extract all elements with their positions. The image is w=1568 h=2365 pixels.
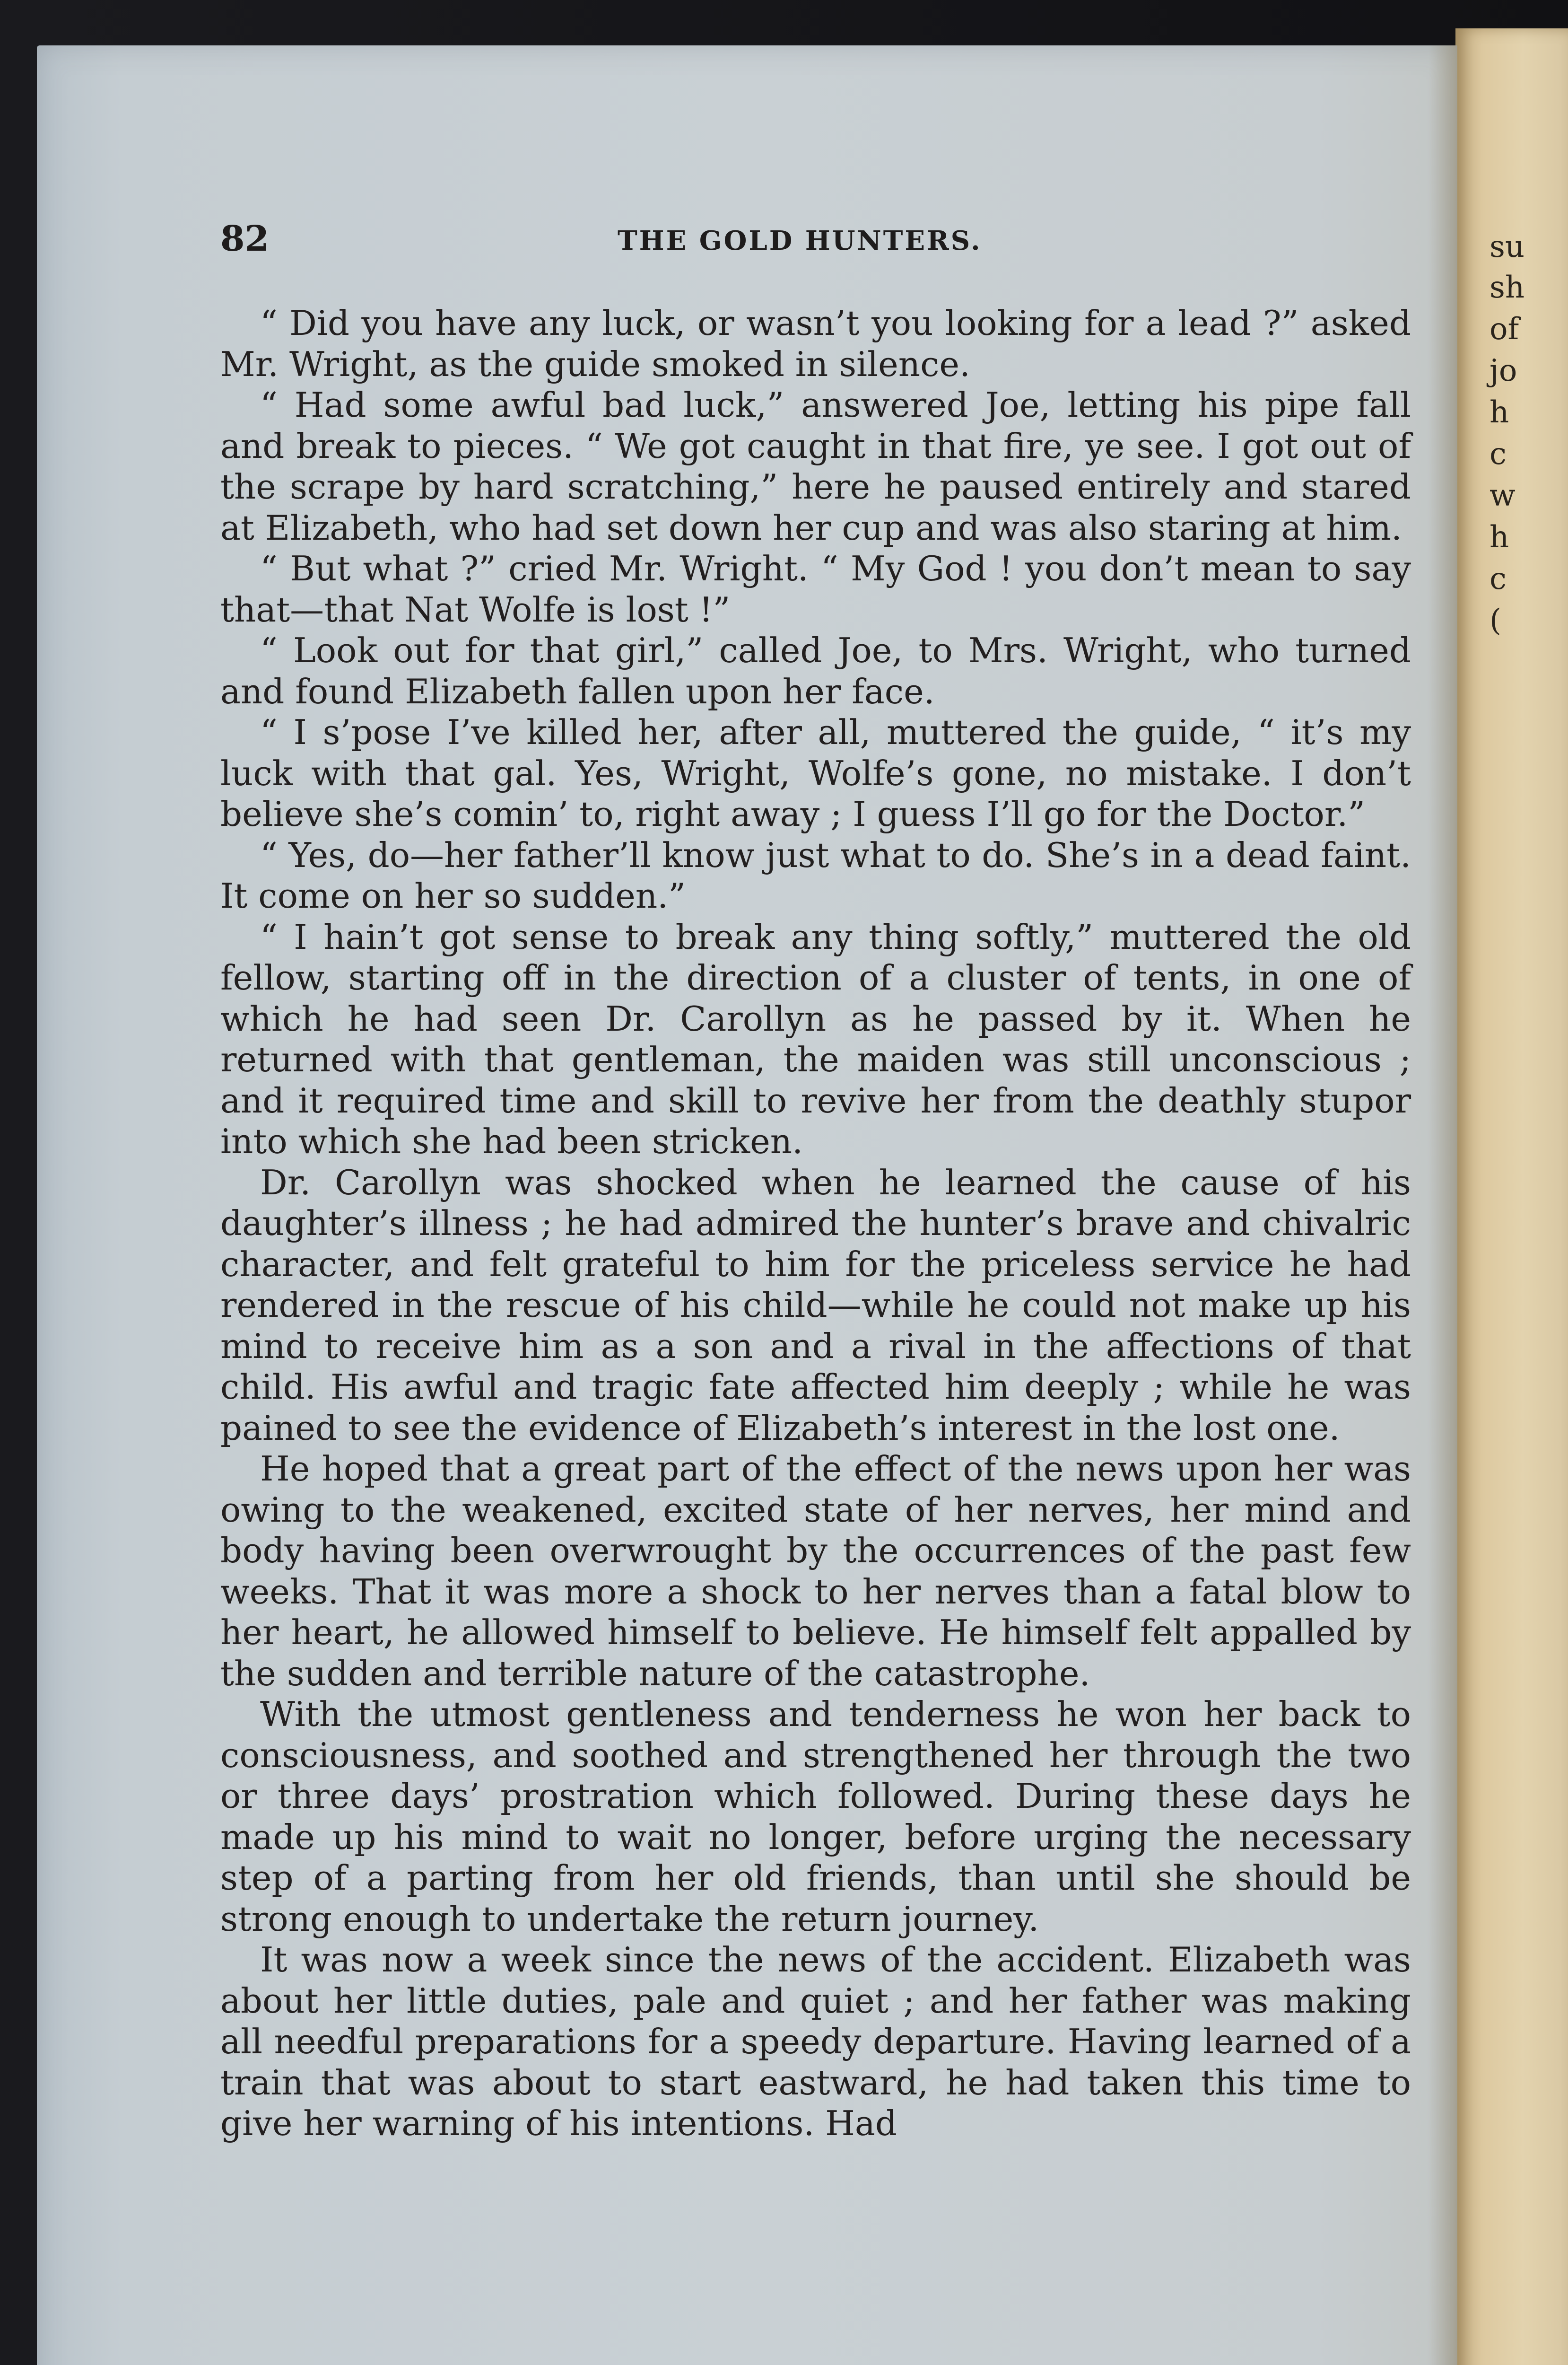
facing-fragment: of — [1490, 312, 1519, 347]
paragraph: Dr. Carollyn was shocked when he learned the cause of his daughter’s illness ; he had admired the hunter’s brave and chivalric character, and felt grateful to him for the priceless service he had rendered in the rescue of his child—while he could not make up his mind to receive him as a son and a rival in the affections of that child. His awful and tragic fate affected him deeply ; while he was pained to see the evidence of Elizabeth’s interest in the lost one. — [220, 1162, 1411, 1448]
facing-fragment: ( — [1490, 603, 1501, 638]
paragraph: It was now a week since the news of the accident. Elizabeth was about her little duties, pale and quiet ; and her father was making all needful preparations for a speedy departure. Having learned of a train that was about to start eastward, he had taken this time to give her warning of his intentions. Had — [220, 1940, 1411, 2143]
paragraph: “ Yes, do—her father’ll know just what to do. She’s in a dead faint. It come on her so sudden.” — [220, 835, 1411, 916]
facing-fragment: h — [1490, 395, 1509, 430]
paragraph: “ Look out for that girl,” called Joe, to Mrs. Wright, who turned and found Elizabeth fallen upon her face. — [220, 631, 1411, 711]
facing-fragment: c — [1490, 437, 1507, 472]
facing-fragment: jo — [1490, 353, 1517, 388]
paragraph: “ Did you have any luck, or wasn’t you looking for a lead ?” asked Mr. Wright, as the guide smoked in silence. — [220, 303, 1411, 384]
paragraph: With the utmost gentleness and tenderness he won her back to consciousness, and soothed and strengthened her through the two or three days’ prostration which followed. During these days he made up his mind to wait no longer, before urging the necessary step of a parting from her old friends, than until she should be strong enough to undertake the return journey. — [220, 1694, 1411, 1939]
page-gutter-shadow — [1429, 45, 1457, 2365]
facing-fragment: w — [1490, 478, 1516, 513]
running-head — [220, 219, 1411, 261]
facing-fragment: c — [1490, 561, 1507, 596]
paragraph: “ I s’pose I’ve killed her, after all, muttered the guide, “ it’s my luck with that gal. Yes, Wright, Wolfe’s gone, no mistake. I don’t believe she’s comin’ to, right away ; I guess I’ll go for the Doctor.” — [220, 712, 1411, 834]
page-number: 82 — [220, 219, 269, 259]
running-title: THE GOLD HUNTERS. — [618, 225, 982, 256]
paragraph: He hoped that a great part of the effect of the news upon her was owing to the weakened, excited state of her nerves, her mind and body having been overwrought by the occurrences of the past few weeks. That it was more a shock to her nerves than a fatal blow to her heart, he allowed himself to believe. He himself felt appalled by the sudden and terrible nature of the catastrophe. — [220, 1449, 1411, 1693]
facing-fragment: h — [1490, 520, 1509, 555]
paragraph: “ But what ?” cried Mr. Wright. “ My God ! you don’t mean to say that—that Nat Wolfe is lost !” — [220, 549, 1411, 630]
facing-fragment: sh — [1490, 270, 1525, 305]
paragraph: “ I hain’t got sense to break any thing softly,” muttered the old fellow, starting off in the direction of a cluster of tents, in one of which he had seen Dr. Carollyn as he passed by it. When he returned with that gentleman, the maiden was still unconscious ; and it required time and skill to revive her from the deathly stupor into which she had been stricken. — [220, 917, 1411, 1161]
paragraph: “ Had some awful bad luck,” answered Joe, letting his pipe fall and break to pieces. “ We got caught in that fire, ye see. I got out of the scrape by hard scratching,” here he paused entirely and stared at Elizabeth, who had set down her cup and was also staring at him. — [220, 385, 1411, 548]
facing-fragment: su — [1490, 229, 1525, 264]
body-text — [220, 303, 1411, 2144]
